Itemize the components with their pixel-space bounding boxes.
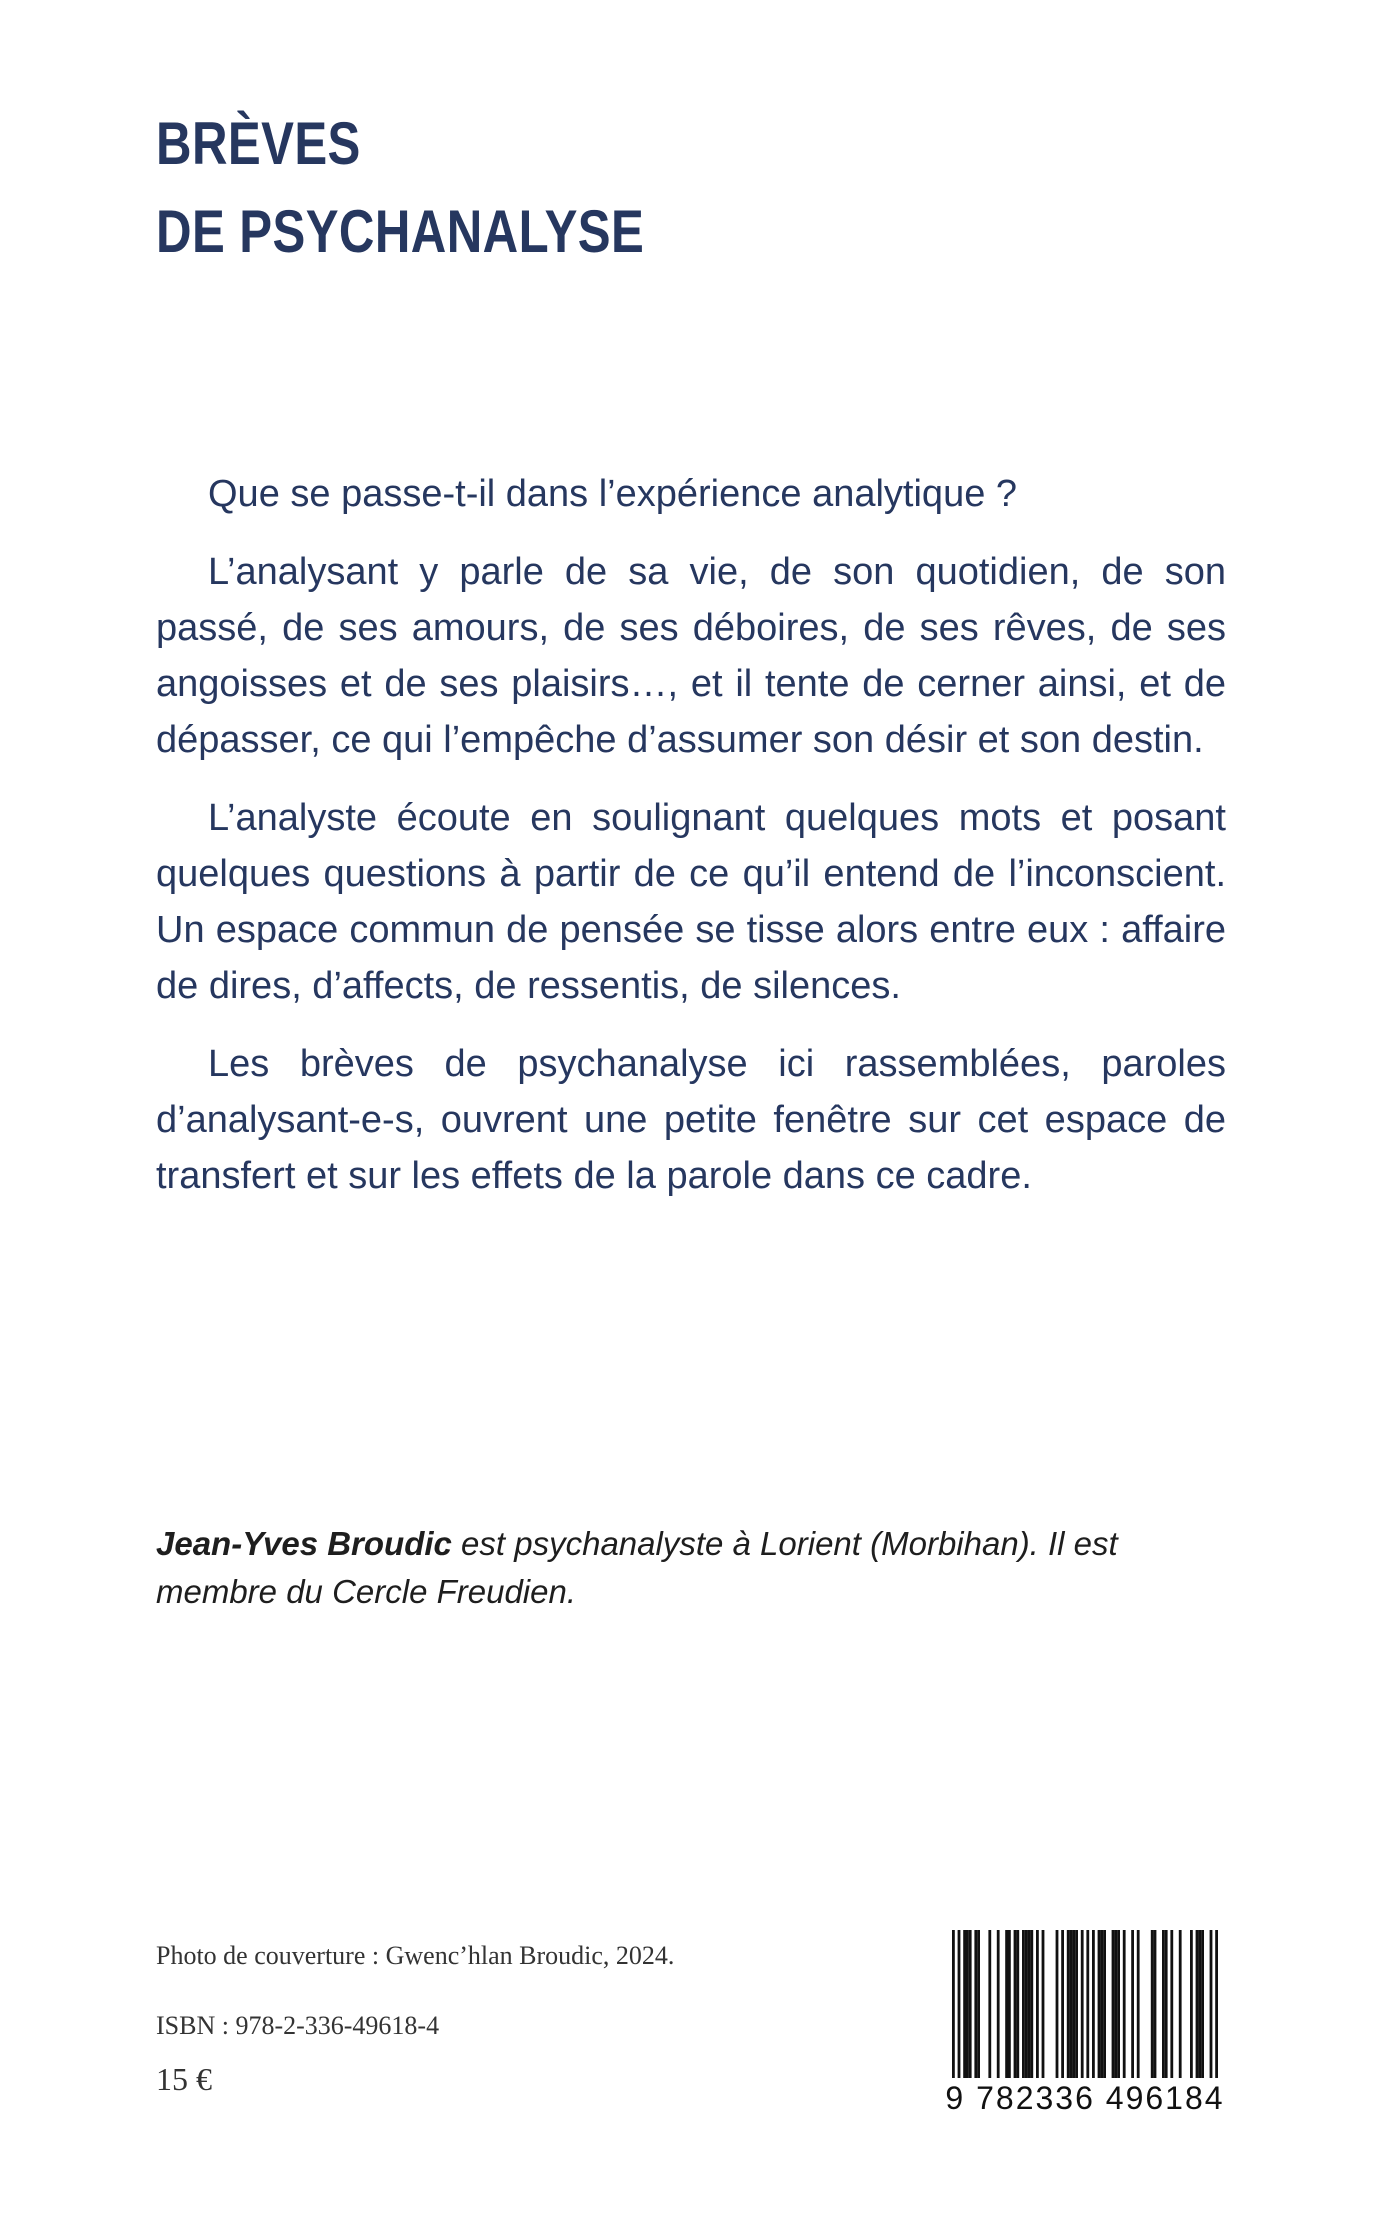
- book-title-line-1: BRÈVES: [156, 110, 361, 177]
- barcode-bar: [1014, 1930, 1017, 2080]
- barcode-bar: [1005, 1930, 1008, 2080]
- barcode-bar: [1042, 1930, 1045, 2080]
- barcode-bar: [1123, 1930, 1126, 2080]
- barcode-bar: [1022, 1930, 1025, 2080]
- barcode-bar: [997, 1930, 1000, 2080]
- blurb-paragraph-4: Les brèves de psychanalyse ici rassemblées, paroles d’analysant-e-s, ouvrent une petite fenêtre sur cet espace de transfert et sur les effets de la parole dans ce cadre.: [156, 1043, 1226, 1197]
- barcode-bar: [1154, 1930, 1157, 2080]
- barcode-bar: [1072, 1930, 1075, 2080]
- barcode-bar: [1114, 1930, 1117, 2080]
- barcode-bar: [1092, 1930, 1095, 2080]
- barcode-bar: [1008, 1930, 1011, 2080]
- barcode-bar: [1170, 1930, 1173, 2080]
- barcode-bar: [1016, 1930, 1019, 2080]
- barcode-bar: [1025, 1930, 1028, 2080]
- barcode-bar: [1196, 1930, 1199, 2080]
- author-bio: est psychanalyste à Lorient (Morbihan). Il est membre du Cercle Freudien.: [156, 1525, 1118, 1610]
- barcode-digits: 9 782336 496184: [940, 2078, 1230, 2118]
- barcode-bar: [1036, 1930, 1039, 2080]
- barcode-bar: [977, 1930, 980, 2080]
- barcode-bar: [1100, 1930, 1103, 2080]
- barcode-bar: [1179, 1930, 1182, 2080]
- barcode-bar: [1117, 1930, 1120, 2080]
- barcode-bar: [1165, 1930, 1168, 2080]
- barcode-bar: [988, 1930, 991, 2080]
- barcode: [940, 1930, 1230, 2130]
- barcode-bar: [1030, 1930, 1033, 2080]
- barcode-bar: [1151, 1930, 1154, 2080]
- barcode-bar: [1061, 1930, 1064, 2080]
- barcode-bar: [1070, 1930, 1073, 2080]
- barcode-bar: [1098, 1930, 1101, 2080]
- barcode-bar: [966, 1930, 969, 2080]
- blurb-paragraph-3: L’analyste écoute en soulignant quelques mots et posant quelques questions à partir de ce qu’il entend de l’inconscient. Un espace commun de pensée se tisse alors entre eux : affaire de dires, d’affects, de ressentis, de silences.: [156, 797, 1226, 1007]
- price: 15 €: [156, 2061, 212, 2097]
- blurb-paragraph-2: L’analysant y parle de sa vie, de son quotidien, de son passé, de ses amours, de ses déboires, de ses rêves, de ses angoisses et de ses plaisirs…, et il tente de cerner ainsi, et de dépasser, ce qui l’empêche d’assumer son désir et son destin.: [156, 551, 1226, 761]
- barcode-bar: [974, 1930, 977, 2080]
- blurb-paragraph-1: Que se passe-t-il dans l’expérience analytique ?: [208, 473, 1018, 515]
- blurb: [156, 466, 1226, 1226]
- barcode-bar: [1056, 1930, 1059, 2080]
- barcode-bar: [1075, 1930, 1078, 2080]
- photo-credit: Photo de couverture : Gwenc’hlan Broudic, 2024.: [156, 1941, 675, 1970]
- barcode-bar: [1067, 1930, 1070, 2080]
- barcode-bar: [1190, 1930, 1193, 2080]
- barcode-bar: [1131, 1930, 1134, 2080]
- barcode-bar: [963, 1930, 966, 2080]
- barcode-bar: [1028, 1930, 1031, 2080]
- isbn: ISBN : 978-2-336-49618-4: [156, 2011, 440, 2040]
- barcode-bar: [1162, 1930, 1165, 2080]
- barcode-bar: [1103, 1930, 1106, 2080]
- barcode-bar: [1198, 1930, 1201, 2080]
- barcode-bar: [1137, 1930, 1140, 2080]
- barcode-bar: [1201, 1930, 1204, 2080]
- author-name: Jean-Yves Broudic: [156, 1525, 452, 1562]
- barcode-bar: [1112, 1930, 1115, 2080]
- author-note: [156, 1520, 1236, 1616]
- book-title: [156, 100, 644, 276]
- book-title-line-2: DE PSYCHANALYSE: [156, 198, 645, 265]
- barcode-bar: [969, 1930, 972, 2080]
